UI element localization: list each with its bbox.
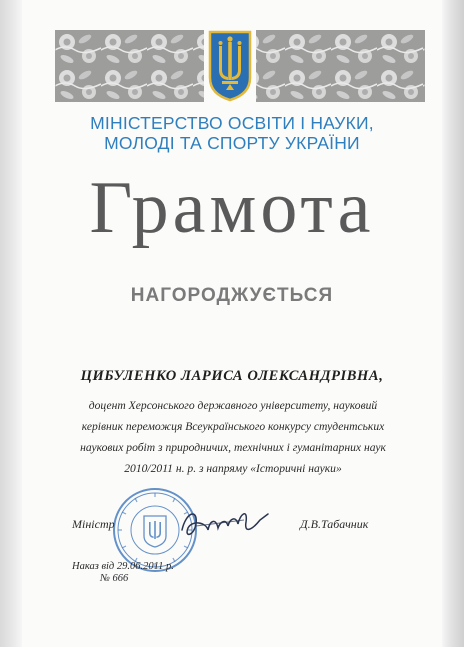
left-border-shadow (0, 0, 22, 647)
minister-name: Д.В.Табачник (300, 517, 369, 531)
minister-signature (176, 500, 272, 544)
recipient-name: ЦИБУЛЕНКО ЛАРИСА ОЛЕКСАНДРІВНА, (80, 368, 384, 384)
description-line: 2010/2011 н. р. з напряму «Історичні науки» (124, 462, 342, 475)
ministry-name-line-2: МОЛОДІ ТА СПОРТУ УКРАЇНИ (104, 133, 360, 153)
awarded-heading: НАГОРОДЖУЄТЬСЯ (130, 285, 334, 306)
order-date: Наказ від 29.06.2011 р. (72, 561, 174, 572)
description-line: наукових робіт з природничих, технічних і гуманітарних наук (80, 441, 386, 454)
description-line: доцент Херсонського державного університету, науковий (88, 399, 378, 412)
certificate-title: Грамота (89, 167, 375, 249)
minister-label: Міністр (72, 517, 115, 531)
description-line: керівник переможця Всеукраїнського конкурсу студентських (81, 420, 385, 433)
order-number: № 666 (100, 573, 129, 584)
trident-coat-of-arms-icon (204, 26, 256, 104)
right-border-shadow (442, 0, 464, 647)
ministry-name-line-1: МІНІСТЕРСТВО ОСВІТИ І НАУКИ, (90, 113, 374, 133)
